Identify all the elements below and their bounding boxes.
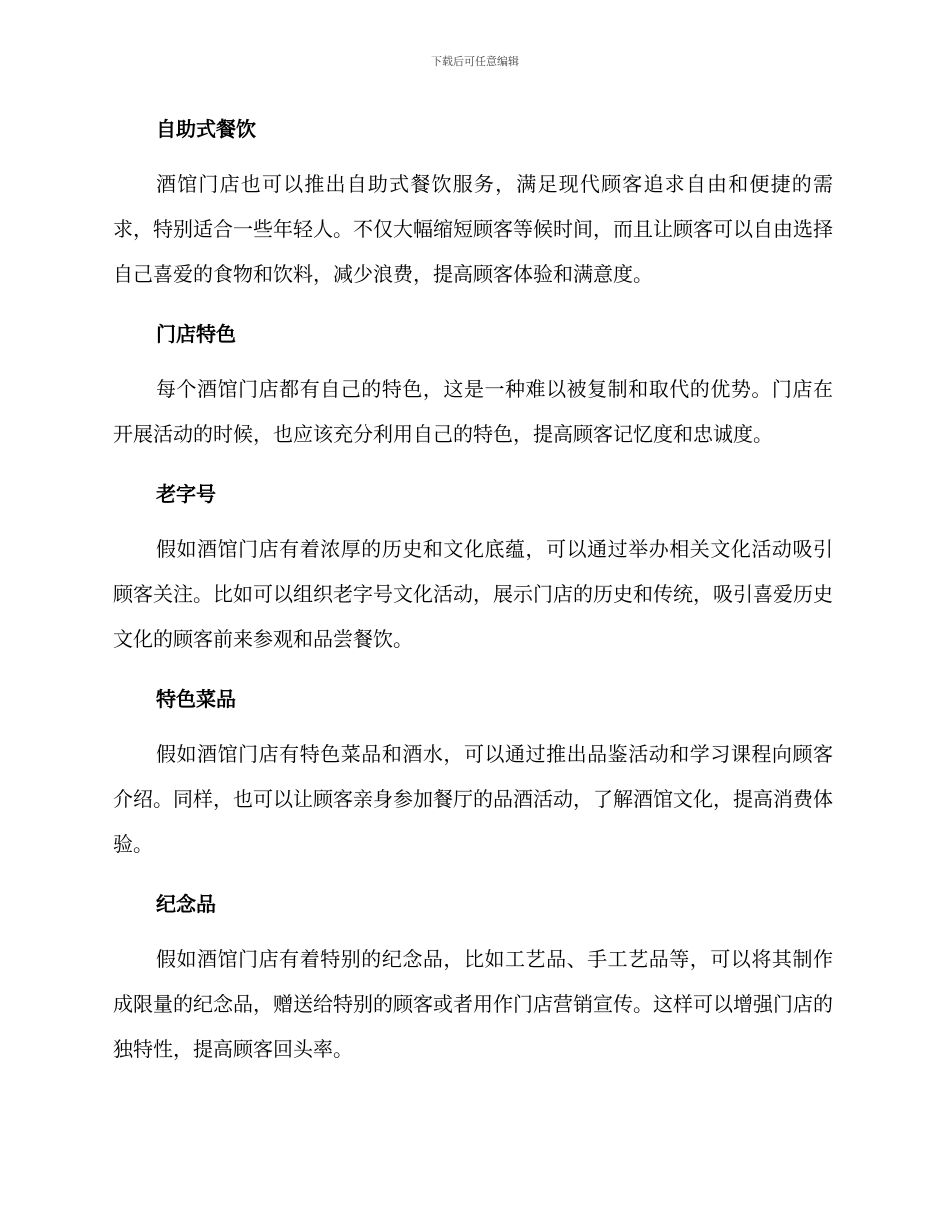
- section-heading-souvenirs: 纪念品: [156, 892, 216, 916]
- section-heading-signature-dishes: 特色菜品: [156, 687, 236, 711]
- section-paragraph-souvenirs: 假如酒馆门店有着特别的纪念品，比如工艺品、手工艺品等，可以将其制作成限量的纪念品，赠送给特别的顾客或者用作门店营销宣传。这样可以增强门店的独特性，提高顾客回头率。: [113, 947, 833, 1061]
- section-heading-heritage-brand: 老字号: [156, 482, 216, 506]
- section-paragraph-store-features: 每个酒馆门店都有自己的特色，这是一种难以被复制和取代的优势。门店在开展活动的时候，也应该充分利用自己的特色，提高顾客记忆度和忠诚度。: [113, 377, 833, 446]
- section-paragraph-self-service: 酒馆门店也可以推出自助式餐饮服务，满足现代顾客追求自由和便捷的需求，特别适合一些年轻人。不仅大幅缩短顾客等候时间，而且让顾客可以自由选择自己喜爱的食物和饮料，减少浪费，提高顾客体验和满意度。: [113, 172, 833, 286]
- section-paragraph-signature-dishes: 假如酒馆门店有特色菜品和酒水，可以通过推出品鉴活动和学习课程向顾客介绍。同样，也可以让顾客亲身参加餐厅的品酒活动，了解酒馆文化，提高消费体验。: [113, 742, 833, 856]
- section-heading-store-features: 门店特色: [156, 322, 236, 346]
- section-paragraph-heritage-brand: 假如酒馆门店有着浓厚的历史和文化底蕴，可以通过举办相关文化活动吸引顾客关注。比如可以组织老字号文化活动，展示门店的历史和传统，吸引喜爱历史文化的顾客前来参观和品尝餐饮。: [113, 537, 833, 651]
- page-header-note: 下载后可任意编辑: [431, 55, 519, 68]
- document-body: [113, 112, 833, 1072]
- section-heading-self-service: 自助式餐饮: [156, 117, 256, 141]
